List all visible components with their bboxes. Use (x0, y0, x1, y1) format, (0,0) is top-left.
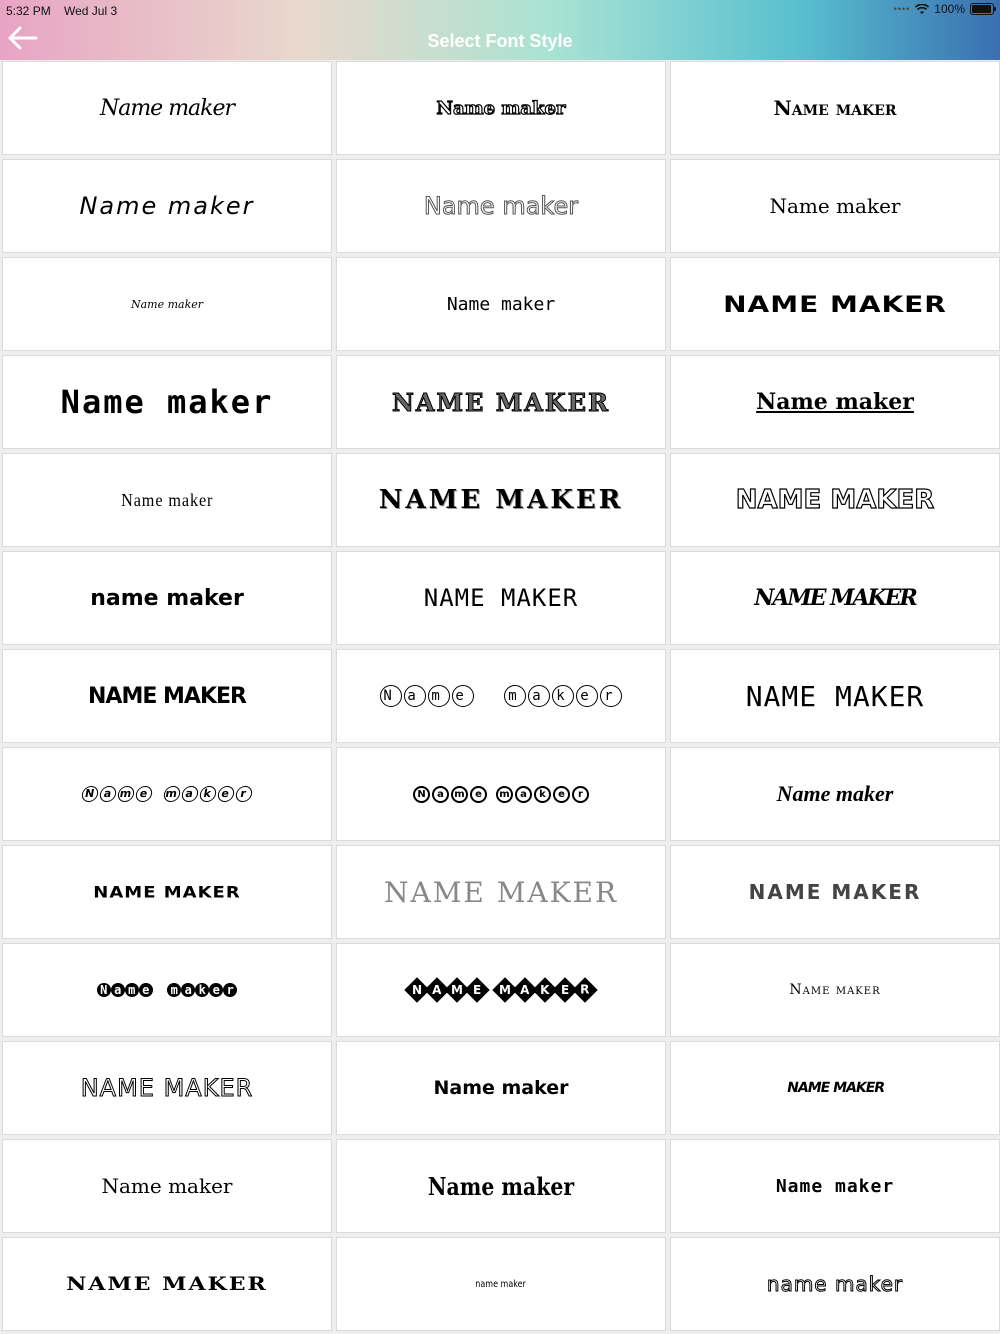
font-sample: Name maker (446, 293, 556, 315)
font-style-option[interactable] (2, 355, 332, 449)
font-style-option[interactable] (336, 1237, 666, 1331)
font-style-option[interactable] (2, 747, 332, 841)
font-style-grid (0, 61, 1000, 1331)
font-sample: Name maker (433, 1077, 569, 1099)
font-sample: Name maker (130, 297, 204, 311)
font-sample: Name maker (101, 1174, 233, 1198)
font-sample: Name maker (769, 194, 901, 218)
font-sample: NAME MAKER (93, 882, 241, 902)
font-sample: NAME MAKER (391, 387, 611, 417)
font-style-option[interactable] (336, 159, 666, 253)
font-style-option[interactable] (670, 61, 1000, 155)
status-time: 5:32 PM (6, 4, 51, 18)
font-style-option[interactable] (336, 943, 666, 1037)
font-style-option[interactable] (2, 257, 332, 351)
font-sample: name maker (475, 1278, 527, 1290)
font-style-option[interactable] (670, 159, 1000, 253)
font-style-option[interactable] (336, 1139, 666, 1233)
font-style-option[interactable] (670, 1041, 1000, 1135)
font-sample: Name maker (789, 982, 881, 998)
font-style-option[interactable] (2, 551, 332, 645)
font-style-option[interactable] (336, 355, 666, 449)
font-sample: NAME MAKER (723, 290, 947, 318)
font-style-option[interactable] (2, 1041, 332, 1135)
font-sample: NAME MAKER (423, 584, 579, 612)
font-style-option[interactable] (2, 1139, 332, 1233)
font-style-option[interactable] (336, 257, 666, 351)
font-style-option[interactable] (336, 1041, 666, 1135)
font-sample: N a m e m a k e r (80, 786, 254, 802)
font-sample: N a m e m a k e r (379, 685, 624, 707)
font-sample: Name maker (427, 1171, 575, 1201)
font-style-option[interactable] (2, 943, 332, 1037)
nav-bar (0, 0, 1000, 60)
font-sample: name maker (90, 585, 244, 611)
font-sample: Name maker (756, 389, 914, 415)
font-sample: Name maker (99, 95, 235, 121)
font-sample: NAME MAKER (80, 1074, 254, 1102)
battery-icon (970, 3, 994, 15)
font-sample: Name maker (436, 97, 566, 119)
font-style-option[interactable] (2, 1237, 332, 1331)
font-sample: Name maker (120, 489, 214, 510)
font-style-option[interactable] (670, 649, 1000, 743)
font-sample: NAME MAKER (735, 485, 935, 515)
font-style-option[interactable] (2, 159, 332, 253)
font-style-option[interactable] (2, 649, 332, 743)
font-sample: Name maker (423, 192, 579, 220)
font-style-option[interactable] (336, 747, 666, 841)
font-sample: Name maker (773, 96, 897, 120)
status-bar (0, 2, 1000, 20)
font-sample: NAME MAKER (88, 683, 246, 709)
font-style-option[interactable] (336, 453, 666, 547)
wifi-icon (915, 4, 929, 15)
font-style-option[interactable] (336, 551, 666, 645)
font-style-option[interactable] (670, 747, 1000, 841)
status-right (894, 2, 994, 16)
font-sample: Name maker (776, 781, 894, 806)
font-sample: NAME MAKER (748, 880, 922, 904)
font-style-option[interactable] (2, 845, 332, 939)
font-style-option[interactable] (670, 1139, 1000, 1233)
font-style-option[interactable] (2, 61, 332, 155)
font-sample: NAME MAKER (745, 679, 925, 713)
font-style-option[interactable] (670, 453, 1000, 547)
font-style-option[interactable] (2, 453, 332, 547)
font-style-option[interactable] (670, 551, 1000, 645)
page-title: Select Font Style (427, 31, 573, 51)
font-style-option[interactable] (336, 649, 666, 743)
font-sample: Name maker (775, 1175, 895, 1197)
font-style-option[interactable] (670, 943, 1000, 1037)
font-sample: NAME MAKER (383, 875, 619, 909)
font-sample: NAME MAKER (66, 1272, 268, 1296)
font-sample: N a m e m a k e r (97, 983, 237, 997)
font-style-option[interactable] (670, 355, 1000, 449)
font-sample: N a m e m a k e r (412, 786, 590, 803)
font-sample: NAME MAKER (378, 485, 624, 515)
status-date: Wed Jul 3 (64, 4, 118, 18)
font-sample: Name maker (79, 192, 255, 220)
signal-dots-icon: •••• (893, 4, 911, 14)
font-style-option[interactable] (670, 257, 1000, 351)
font-style-option[interactable] (670, 1237, 1000, 1331)
font-sample: NAME MAKER (785, 1080, 885, 1096)
font-style-option[interactable] (336, 61, 666, 155)
battery-percent: 100% (934, 2, 965, 16)
font-sample: Name maker (60, 383, 274, 421)
font-sample: NAME MAKER (754, 585, 916, 611)
font-sample: N A M E M A K E R (407, 981, 595, 999)
font-sample: name maker (766, 1272, 904, 1296)
font-style-option[interactable] (336, 845, 666, 939)
font-style-option[interactable] (670, 845, 1000, 939)
